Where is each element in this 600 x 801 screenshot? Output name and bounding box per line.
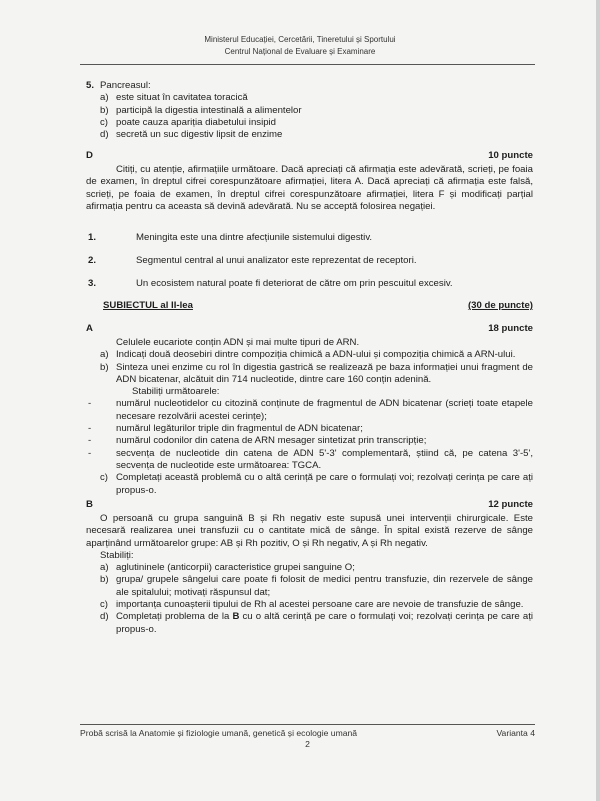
statement-number: 1.: [88, 232, 97, 243]
subject-heading: [86, 300, 533, 313]
question-stem: Pancreasul:: [100, 80, 151, 91]
section-letter: A: [86, 323, 93, 334]
option-text: este situat în cavitatea toracică: [116, 92, 248, 104]
footer-variant: Varianta 4: [496, 728, 535, 738]
option-text: secretă un suc digestiv lipsit de enzime: [116, 129, 283, 141]
item-text-post: cu o altă cerință pe care o formulați voi; rezolvați cerința pe care ați propus-o.: [116, 611, 534, 635]
scan-edge: [596, 0, 600, 801]
item-label: a): [100, 562, 109, 574]
statement-3: [86, 278, 533, 290]
option-label: c): [100, 116, 108, 128]
section-points: 12 puncte: [488, 499, 533, 510]
statement-text: Un ecosistem natural poate fi deteriorat de către om prin pescuitul excesiv.: [136, 278, 453, 289]
section-letter: D: [86, 150, 93, 161]
dash-text: numărul codonilor din catena de ARN mesager sintetizat prin transcripție;: [116, 435, 427, 447]
item-b: [86, 362, 533, 387]
section-instructions: Citiți, cu atenție, afirmațiile următoare. Dacă apreciați că afirmația este adevărată, scrieți, pe foaia de examen, în dreptul cifrei corespunzătoare afirmației, litera A. Dacă apreciați că afirmația este falsă, scrieți, pe foaia de examen, în dreptul cifrei corespunzătoare afirmației, litera F și modificați parțial afirmația pentru ca aceasta să devină adevărată. Nu se acceptă folosirea negației.: [86, 164, 533, 212]
option-label: a): [100, 92, 109, 104]
item-label: b): [100, 574, 109, 586]
section-intro: Celulele eucariote conțin ADN și mai multe tipuri de ARN.: [116, 337, 360, 348]
item-label: a): [100, 349, 109, 361]
item-label: b): [100, 361, 109, 373]
section-b: [86, 499, 533, 636]
item-text-pre: Completați problema de la: [116, 611, 233, 623]
dash-text: numărul legăturilor triple din fragmentul de ADN bicatenar;: [116, 423, 363, 435]
option-c: [86, 117, 533, 129]
header-ministry: Ministerul Educației, Cercetării, Tineretului și Sportului: [204, 35, 396, 44]
page-header: [0, 34, 600, 58]
option-b: [86, 105, 533, 117]
subject-points: (30 de puncte): [467, 300, 533, 311]
statement-number: 3.: [88, 278, 97, 289]
dash-item: - numărul codonilor din catena de ARN mesager sintetizat prin transcripție;: [88, 435, 427, 447]
item-d: [86, 611, 533, 636]
statement-text: Meningita este una dintre afecțiunile sistemului digestiv.: [136, 232, 373, 243]
item-label: c): [100, 599, 108, 611]
item-text: Indicați două deosebiri dintre compoziția chimică a ADN-ului și compoziția chimică a ARN-ului.: [116, 349, 516, 361]
section-letter: B: [86, 499, 93, 510]
option-d: [86, 129, 533, 141]
dash-text: numărul nucleotidelor cu citozină conținute de fragmentul de ADN bicatenar (scrieți toate etapele necesare rezolvării acestei cerințe);: [116, 398, 533, 422]
footer-rule: [80, 724, 535, 725]
statement-text: Segmentul central al unui analizator este reprezentat de receptori.: [136, 255, 417, 266]
stabiliti-label: Stabiliți:: [100, 549, 134, 561]
dash-text: secvența de nucleotide din catena de ADN 5'-3' complementară, știind că, pe catena 3'-5', secvența de nucleotide este următoarea: TGCA.: [116, 447, 533, 471]
header-center: Centrul Național de Evaluare și Examinare: [224, 47, 376, 56]
item-text: grupa/ grupele sângelui care poate fi folosit de medici pentru transfuzie, din rezervele de sânge ale spitalului; motivați răspunsul dat;: [116, 574, 533, 598]
option-label: b): [100, 104, 109, 116]
statement-1: [86, 232, 533, 244]
question-number: 5.: [86, 80, 95, 91]
item-a: [86, 562, 533, 574]
dash-item: - numărul nucleotidelor cu citozină conținute de fragmentul de ADN bicatenar (scrieți toate etapele necesare rezolvării acestei cerințe);: [88, 398, 533, 422]
option-text: poate cauza apariția diabetului insipid: [116, 116, 277, 128]
section-d: [86, 150, 533, 213]
stabiliti-label: Stabiliți următoarele:: [132, 386, 220, 398]
option-a: [86, 92, 533, 104]
item-label: c): [100, 472, 108, 484]
subject-title: SUBIECTUL al II-lea: [103, 300, 193, 311]
item-text: importanța cunoașterii tipului de Rh al acestei persoane care are nevoie de transfuzie de sânge.: [116, 599, 524, 611]
item-c: [86, 599, 533, 611]
section-intro: O persoană cu grupa sanguină B și Rh negativ este supusă unei intervenții chirurgicale. Este necesară realizarea unei transfuzii cu o cantitate mică de sânge. În spital există rezerve de sânge aparținând următoarelor grupe: AB și Rh pozitiv, O și Rh negativ, A și Rh negativ.: [86, 513, 533, 549]
item-label: d): [100, 611, 109, 623]
header-rule: [80, 64, 535, 65]
option-label: d): [100, 129, 109, 141]
item-c: [86, 472, 533, 497]
section-a: [86, 323, 533, 497]
dash-item: - secvența de nucleotide din catena de ADN 5'-3' complementară, știind că, pe catena 3'-5', secvența de nucleotide este următoarea: TGCA.: [88, 447, 533, 471]
statement-number: 2.: [88, 255, 97, 266]
option-text: participă la digestia intestinală a alimentelor: [116, 104, 302, 116]
item-b: [86, 574, 533, 599]
section-points: 18 puncte: [488, 323, 533, 334]
page-number: 2: [305, 739, 310, 749]
footer-exam-title: Probă scrisă la Anatomie și fiziologie umană, genetică și ecologie umană: [80, 728, 358, 738]
item-text: Completați această problemă cu o altă cerință pe care o formulați voi; rezolvați cerința pe care ați propus-o.: [116, 472, 533, 496]
question-5: [86, 80, 533, 141]
item-text: aglutininele (anticorpii) caracteristice grupei sanguine O;: [116, 562, 355, 574]
item-text: Sinteza unei enzime cu rol în digestia gastrică se realizează pe baza informației unui fragment de ADN bicatenar, alcătuit din 714 nucleotide, dintre care 160 conțin adenină.: [116, 361, 533, 385]
section-points: 10 puncte: [488, 150, 533, 161]
item-text-bold: B: [232, 611, 240, 623]
statement-2: [86, 255, 533, 267]
item-a: [86, 349, 533, 361]
dash-item: - numărul legăturilor triple din fragmentul de ADN bicatenar;: [88, 423, 363, 435]
